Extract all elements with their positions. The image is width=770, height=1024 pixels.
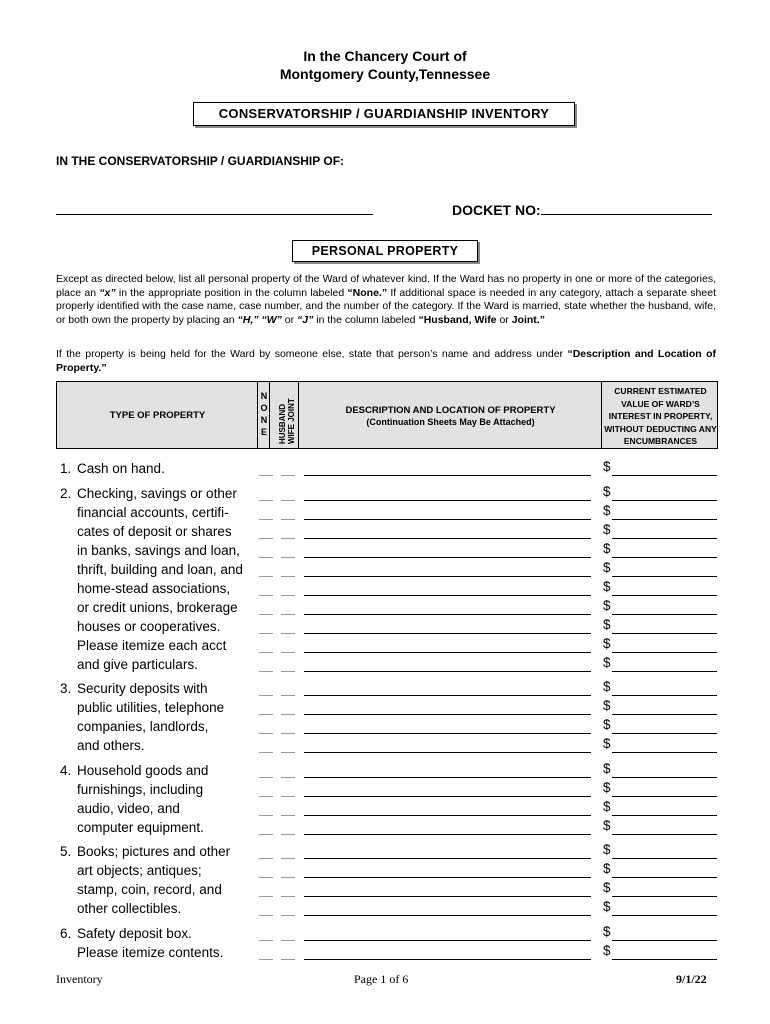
owner-field[interactable]: [281, 752, 295, 753]
description-field[interactable]: [304, 557, 591, 558]
dollar-sign: $: [603, 559, 611, 575]
dollar-sign: $: [603, 502, 611, 518]
court-name-line1: In the Chancery Court of: [303, 48, 467, 64]
item-description-line: in banks, savings and loan,: [77, 542, 240, 558]
item-description-line: houses or cooperatives.: [77, 618, 221, 634]
owner-field[interactable]: [281, 815, 295, 816]
none-checkbox-field[interactable]: [259, 633, 273, 634]
none-checkbox-field[interactable]: [259, 815, 273, 816]
dollar-sign: $: [603, 654, 611, 670]
description-field[interactable]: [304, 595, 591, 596]
value-field[interactable]: [612, 557, 717, 558]
item-number: 3.: [60, 681, 72, 696]
owner-field[interactable]: [281, 595, 295, 596]
none-checkbox-field[interactable]: [259, 959, 273, 960]
item-description-line: Safety deposit box.: [77, 925, 192, 941]
value-field[interactable]: [612, 915, 717, 916]
value-field[interactable]: [612, 733, 717, 734]
description-field[interactable]: [304, 796, 591, 797]
owner-field[interactable]: [281, 652, 295, 653]
header-type-of-property: TYPE OF PROPERTY: [109, 410, 206, 421]
item-description-line: or credit unions, brokerage: [77, 599, 238, 615]
description-field[interactable]: [304, 576, 591, 577]
value-field[interactable]: [612, 959, 717, 960]
description-field[interactable]: [304, 695, 591, 696]
owner-field[interactable]: [281, 940, 295, 941]
description-field[interactable]: [304, 915, 591, 916]
item-description-line: public utilities, telephone: [77, 700, 225, 715]
item-description-line: Please itemize contents.: [77, 944, 224, 960]
value-field[interactable]: [612, 858, 717, 859]
value-field[interactable]: [612, 714, 717, 715]
dollar-sign: $: [603, 717, 611, 732]
docket-number-field[interactable]: [541, 214, 712, 215]
owner-field[interactable]: [281, 671, 295, 672]
description-field[interactable]: [304, 671, 591, 672]
item-description-line: other collectibles.: [77, 901, 182, 916]
description-field[interactable]: [304, 714, 591, 715]
matter-label: IN THE CONSERVATORSHIP / GUARDIANSHIP OF:: [56, 154, 345, 168]
dollar-sign: $: [603, 635, 611, 651]
item-number: 1.: [60, 461, 72, 476]
item-description-line: cates of deposit or shares: [77, 523, 232, 539]
description-field[interactable]: [304, 500, 591, 501]
item-description-line: thrift, building and loan, and: [77, 561, 243, 577]
item-description-line: Security deposits with: [77, 681, 208, 696]
item-description-line: Household goods and: [77, 762, 209, 778]
value-field[interactable]: [612, 614, 717, 615]
item-description-line: audio, video, and: [77, 800, 180, 816]
none-checkbox-field[interactable]: [259, 877, 273, 878]
none-checkbox-field[interactable]: [259, 475, 273, 476]
dollar-sign: $: [603, 842, 611, 857]
dollar-sign: $: [603, 616, 611, 632]
none-checkbox-field[interactable]: [259, 671, 273, 672]
none-checkbox-field[interactable]: [259, 538, 273, 539]
dollar-sign: $: [603, 923, 611, 939]
header-description: DESCRIPTION AND LOCATION OF PROPERTY (Continuation Sheets May Be Attached): [345, 405, 556, 427]
owner-field[interactable]: [281, 714, 295, 715]
instructions-paragraph-1: Except as directed below, list all personal property of the Ward of whatever kind. If the Ward has no property in one or more of the categories, place an “x” in the appropriate position in the column labeled “None.” If additional space is needed in any category, attach a separate sheet properly identified with the case name, case number, and the number of the category. If the Ward is married, state whether the husband, wife, or both own the property by placing an “H,” “W” or “J” in the column labeled “Husband, Wife or Joint.”: [56, 273, 716, 326]
value-field[interactable]: [612, 752, 717, 753]
value-field[interactable]: [612, 777, 717, 778]
item-description-line: Books; pictures and other: [77, 844, 231, 859]
owner-field[interactable]: [281, 538, 295, 539]
value-field[interactable]: [612, 633, 717, 634]
table-header: [56, 381, 718, 449]
item-description-line: home-stead associations,: [77, 580, 231, 596]
owner-field[interactable]: [281, 777, 295, 778]
dollar-sign: $: [603, 459, 611, 474]
court-name-line2: Montgomery County,Tennessee: [279, 66, 491, 82]
description-field[interactable]: [304, 877, 591, 878]
dollar-sign: $: [603, 597, 611, 613]
section-title: PERSONAL PROPERTY: [292, 240, 478, 262]
owner-field[interactable]: [281, 877, 295, 878]
description-field[interactable]: [304, 777, 591, 778]
value-field[interactable]: [612, 500, 717, 501]
dollar-sign: $: [603, 779, 611, 795]
docket-label: DOCKET NO:: [452, 202, 541, 218]
dollar-sign: $: [603, 760, 611, 776]
header-value: CURRENT ESTIMATED VALUE OF WARD’S INTEREST IN PROPERTY, WITHOUT DEDUCTING ANY ENCUMBRANCES: [604, 386, 717, 446]
none-checkbox-field[interactable]: [259, 858, 273, 859]
description-field[interactable]: [304, 959, 591, 960]
dollar-sign: $: [603, 817, 611, 833]
dollar-sign: $: [603, 899, 611, 914]
owner-field[interactable]: [281, 633, 295, 634]
item-number: 4.: [60, 762, 72, 778]
dollar-sign: $: [603, 540, 611, 556]
none-checkbox-field[interactable]: [259, 940, 273, 941]
none-checkbox-field[interactable]: [259, 796, 273, 797]
dollar-sign: $: [603, 861, 611, 876]
header-husband-wife-joint: HUSBAND WIFE JOINT: [278, 398, 296, 444]
description-field[interactable]: [304, 733, 591, 734]
item-number: 6.: [60, 925, 72, 941]
owner-field[interactable]: [281, 695, 295, 696]
none-checkbox-field[interactable]: [259, 695, 273, 696]
dollar-sign: $: [603, 698, 611, 713]
item-description-line: computer equipment.: [77, 819, 204, 835]
value-field[interactable]: [612, 595, 717, 596]
value-field[interactable]: [612, 940, 717, 941]
owner-field[interactable]: [281, 614, 295, 615]
none-checkbox-field[interactable]: [259, 576, 273, 577]
dollar-sign: $: [603, 880, 611, 895]
none-checkbox-field[interactable]: [259, 896, 273, 897]
owner-field[interactable]: [281, 519, 295, 520]
description-field[interactable]: [304, 752, 591, 753]
owner-field[interactable]: [281, 858, 295, 859]
dollar-sign: $: [603, 578, 611, 594]
dollar-sign: $: [603, 483, 611, 499]
description-field[interactable]: [304, 519, 591, 520]
description-field[interactable]: [304, 940, 591, 941]
none-checkbox-field[interactable]: [259, 614, 273, 615]
owner-field[interactable]: [281, 733, 295, 734]
dollar-sign: $: [603, 521, 611, 537]
value-field[interactable]: [612, 475, 717, 476]
owner-field[interactable]: [281, 475, 295, 476]
none-checkbox-field[interactable]: [259, 652, 273, 653]
dollar-sign: $: [603, 942, 611, 958]
value-field[interactable]: [612, 834, 717, 835]
none-checkbox-field[interactable]: [259, 915, 273, 916]
item-number: 5.: [60, 844, 72, 859]
none-checkbox-field[interactable]: [259, 595, 273, 596]
footer-revision-date: 9/1/22: [676, 972, 707, 986]
none-checkbox-field[interactable]: [259, 500, 273, 501]
ward-name-field[interactable]: [56, 214, 373, 215]
footer-form-name: Inventory: [56, 972, 103, 986]
owner-field[interactable]: [281, 557, 295, 558]
owner-field[interactable]: [281, 896, 295, 897]
owner-field[interactable]: [281, 915, 295, 916]
value-field[interactable]: [612, 576, 717, 577]
value-field[interactable]: [612, 896, 717, 897]
none-checkbox-field[interactable]: [259, 752, 273, 753]
description-field[interactable]: [304, 858, 591, 859]
description-field[interactable]: [304, 652, 591, 653]
value-field[interactable]: [612, 877, 717, 878]
value-field[interactable]: [612, 538, 717, 539]
none-checkbox-field[interactable]: [259, 557, 273, 558]
value-field[interactable]: [612, 695, 717, 696]
description-field[interactable]: [304, 834, 591, 835]
owner-field[interactable]: [281, 796, 295, 797]
item-description-line: Checking, savings or other: [77, 485, 237, 501]
item-description-line: Please itemize each acct: [77, 637, 227, 653]
header-none: N O N E: [260, 391, 268, 437]
instructions-paragraph-2: If the property is being held for the Ward by someone else, state that person’s name and address under “Description and Location of Property.”: [56, 348, 716, 374]
value-field[interactable]: [612, 671, 717, 672]
none-checkbox-field[interactable]: [259, 777, 273, 778]
value-field[interactable]: [612, 519, 717, 520]
description-field[interactable]: [304, 538, 591, 539]
none-checkbox-field[interactable]: [259, 834, 273, 835]
owner-field[interactable]: [281, 500, 295, 501]
item-description-line: Cash on hand.: [77, 461, 165, 476]
form-title: CONSERVATORSHIP / GUARDIANSHIP INVENTORY: [193, 102, 575, 126]
description-field[interactable]: [304, 896, 591, 897]
description-field[interactable]: [304, 614, 591, 615]
item-description-line: and others.: [77, 738, 145, 753]
owner-field[interactable]: [281, 959, 295, 960]
none-checkbox-field[interactable]: [259, 519, 273, 520]
description-field[interactable]: [304, 475, 591, 476]
item-description-line: furnishings, including: [77, 781, 204, 797]
description-field[interactable]: [304, 633, 591, 634]
owner-field[interactable]: [281, 834, 295, 835]
item-description-line: companies, landlords,: [77, 719, 209, 734]
owner-field[interactable]: [281, 576, 295, 577]
none-checkbox-field[interactable]: [259, 714, 273, 715]
dollar-sign: $: [603, 798, 611, 814]
item-description-line: art objects; antiques;: [77, 863, 202, 878]
item-description-line: stamp, coin, record, and: [77, 882, 222, 897]
item-description-line: financial accounts, certifi-: [77, 504, 229, 520]
item-description-line: and give particulars.: [77, 656, 198, 672]
dollar-sign: $: [603, 679, 611, 694]
value-field[interactable]: [612, 815, 717, 816]
item-number: 2.: [60, 485, 72, 501]
description-field[interactable]: [304, 815, 591, 816]
none-checkbox-field[interactable]: [259, 733, 273, 734]
value-field[interactable]: [612, 796, 717, 797]
dollar-sign: $: [603, 736, 611, 751]
footer-page-number: Page 1 of 6: [354, 972, 409, 986]
value-field[interactable]: [612, 652, 717, 653]
